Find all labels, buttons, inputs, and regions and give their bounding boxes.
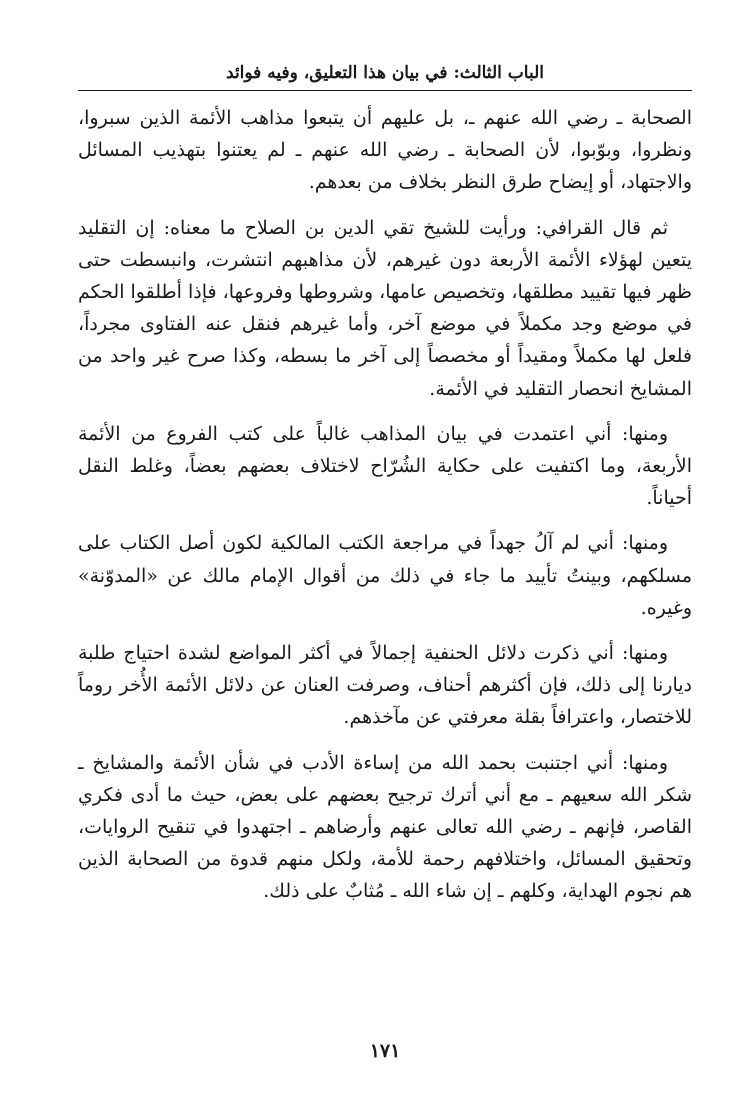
running-head: الباب الثالث: في بيان هذا التعليق، وفيه فوائد — [78, 56, 692, 91]
page-number: ١٧١ — [369, 1040, 401, 1062]
paragraph-adab-imams: ومنها: أني اجتنبت بحمد الله من إساءة الأدب في شأن الأئمة والمشايخ ـ شكر الله سعيهم ـ مع أني أترك ترجيح بعضهم على بعض، حيث ما أدى فكري القاصر، فإنهم ـ رضي الله تعالى عنهم وأرضاهم ـ اجتهدوا في تنقيح الروايات، وتحقيق المسائل، واختلافهم رحمة للأمة، ولكل منهم قدوة من الصحابة الذين هم نجوم الهداية، وكلهم ـ إن شاء الله ـ مُثابٌ على ذلك. — [78, 751, 692, 903]
paragraph-maliki-books: ومنها: أني لم آلُ جهداً في مراجعة الكتب المالكية لكون أصل الكتاب على مسلكهم، وبينتُ تأييد ما جاء في ذلك من أقوال الإمام مالك عن «المدوّنة» وغيره. — [78, 532, 692, 619]
paragraph-furu-sources: ومنها: أني اعتمدت في بيان المذاهب غالباً على كتب الفروع من الأئمة الأربعة، وما اكتفيت على حكاية الشُرّاح لاختلاف بعضهم بعضاً، وغلط النقل أحياناً. — [78, 422, 692, 510]
body-text — [78, 102, 692, 908]
book-page — [78, 56, 692, 1066]
paragraph-qarafi-quote: ثم قال القرافي: ورأيت للشيخ تقي الدين بن الصلاح ما معناه: إن التقليد يتعين لهؤلاء الأئمة الأربعة دون غيرهم، لأن مذاهبهم انتشرت، وانبسطت حتى ظهر فيها تقييد مطلقها، وتخصيص عامها، وشروطها وفروعها، فإذا أطلقوا الحكم في موضع وجد مكملاً في موضع آخر، وأما غيرهم فنقل عنه الفتاوى مجرداً، فلعل لها مكملاً ومقيداً أو مخصصاً إلى آخر ما بسطه، وكذا صرح غير واحد من المشايخ انحصار التقليد في الأئمة. — [78, 216, 692, 400]
paragraph-continuation: الصحابة ـ رضي الله عنهم ـ، بل عليهم أن يتبعوا مذاهب الأئمة الذين سبروا، ونظروا، وبوّبوا، لأن الصحابة ـ رضي الله عنهم ـ لم يعتنوا بتهذيب المسائل والاجتهاد، أو إيضاح طرق النظر بخلاف من بعدهم. — [78, 107, 692, 194]
paragraph-hanafi-evidence: ومنها: أني ذكرت دلائل الحنفية إجمالاً في أكثر المواضع لشدة احتياج طلبة ديارنا إلى ذلك، فإن أكثرهم أحناف، وصرفت العنان عن دلائل الأئمة الأُخر روماً للاختصار، واعترافاً بقلة معرفتي عن مآخذهم. — [78, 642, 692, 729]
